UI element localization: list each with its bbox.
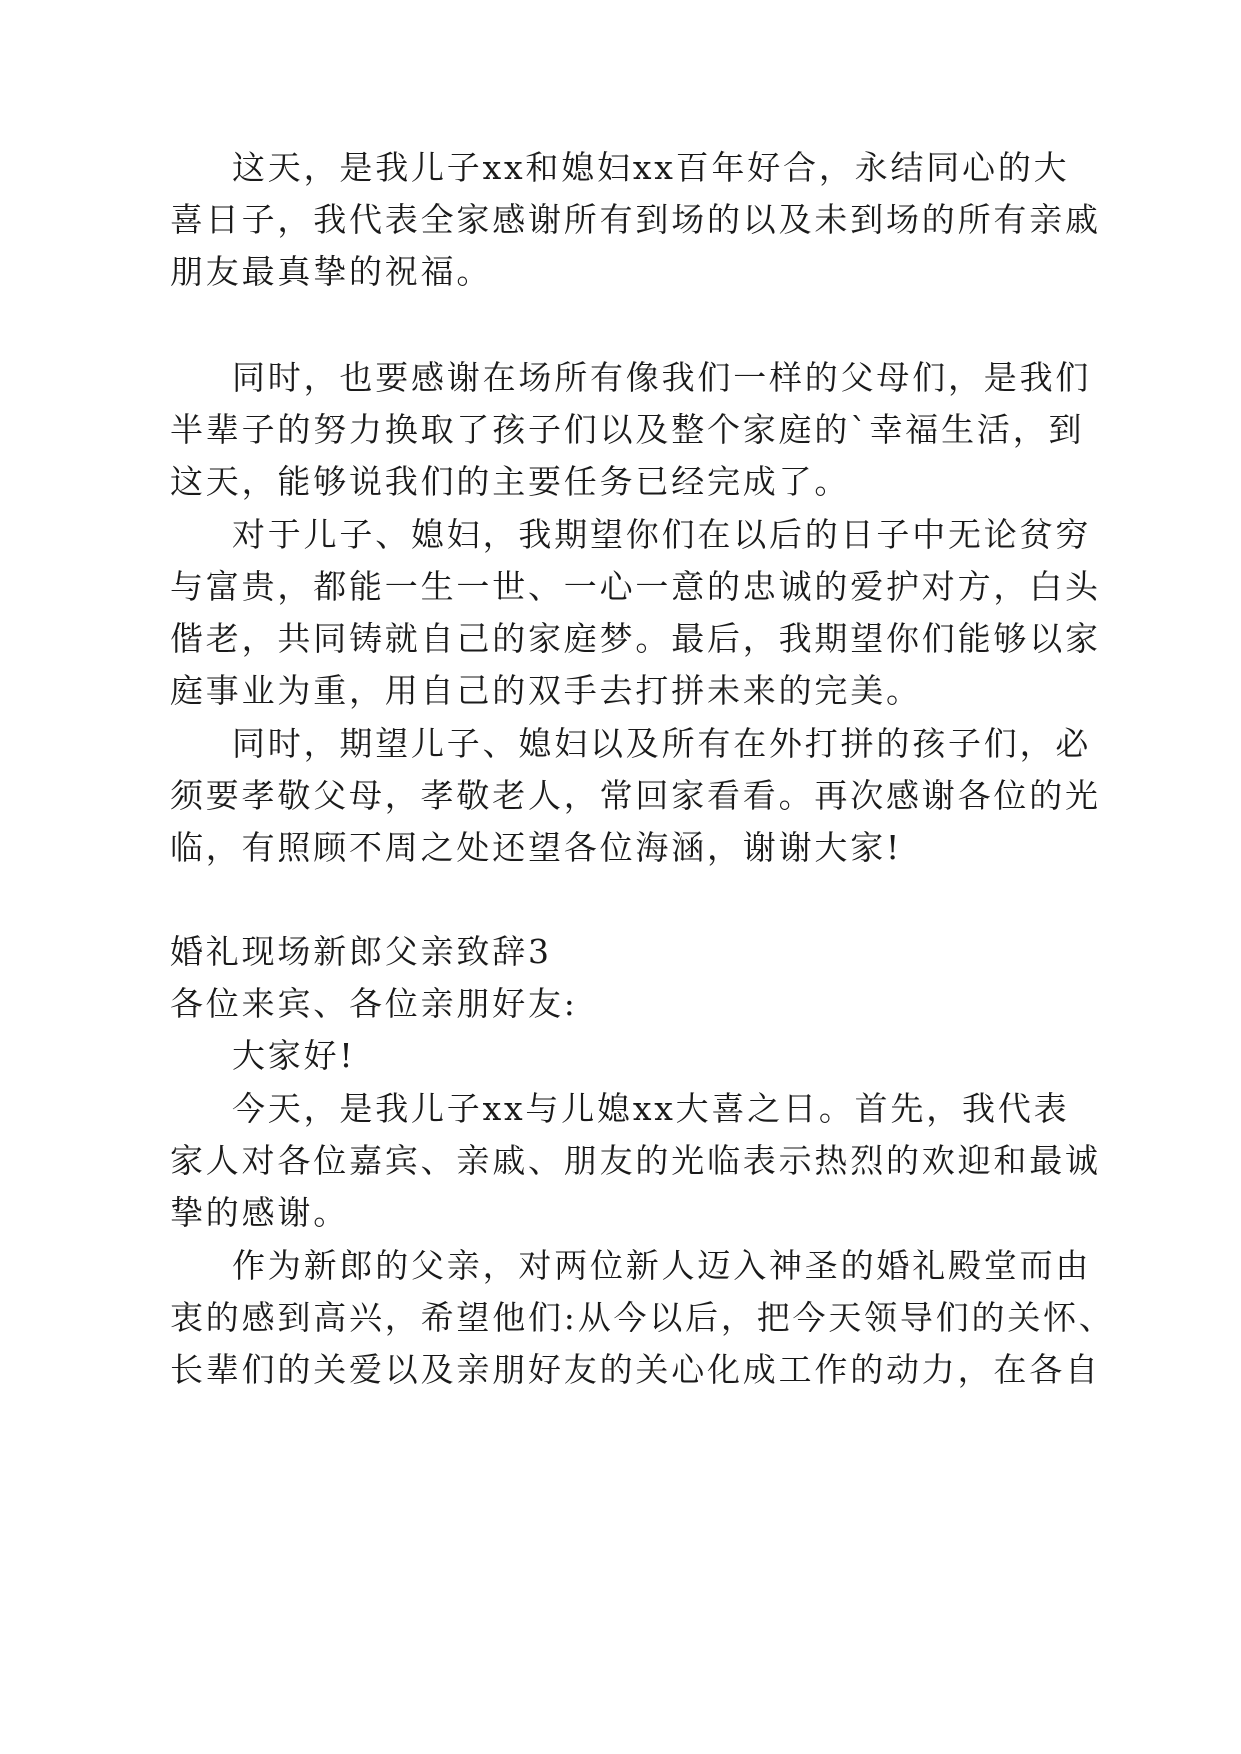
paragraph-line: 同时，也要感谢在场所有像我们一样的父母们，是我们 — [232, 358, 1092, 397]
paragraph-line: 同时，期望儿子、媳妇以及所有在外打拼的孩子们，必 — [232, 724, 1092, 763]
paragraph-line: 庭事业为重，用自己的双手去打拼未来的完美。 — [170, 671, 922, 710]
paragraph-line: 喜日子，我代表全家感谢所有到场的以及未到场的所有亲戚 — [170, 200, 1101, 239]
paragraph-line: 这天，是我儿子xx和媳妇xx百年好合，永结同心的大 — [232, 148, 1070, 187]
salutation: 各位来宾、各位亲朋好友: — [170, 984, 578, 1023]
paragraph-line: 对于儿子、媳妇，我期望你们在以后的日子中无论贫穷 — [232, 515, 1092, 554]
paragraph-line: 临，有照顾不周之处还望各位海涵，谢谢大家! — [170, 828, 903, 867]
paragraph-line: 今天，是我儿子xx与儿媳xx大喜之日。首先，我代表 — [232, 1089, 1070, 1128]
greeting: 大家好! — [232, 1036, 356, 1075]
paragraph-line: 与富贵，都能一生一世、一心一意的忠诚的爱护对方，白头 — [170, 567, 1101, 606]
paragraph-line: 作为新郎的父亲，对两位新人迈入神圣的婚礼殿堂而由 — [232, 1246, 1092, 1285]
paragraph-line: 衷的感到高兴，希望他们:从今以后，把今天领导们的关怀、 — [170, 1298, 1115, 1337]
paragraph-line: 长辈们的关爱以及亲朋好友的关心化成工作的动力，在各自 — [170, 1350, 1101, 1389]
paragraph-line: 挚的感谢。 — [170, 1193, 349, 1232]
paragraph-line: 须要孝敬父母，孝敬老人，常回家看看。再次感谢各位的光 — [170, 776, 1101, 815]
paragraph-line: 家人对各位嘉宾、亲戚、朋友的光临表示热烈的欢迎和最诚 — [170, 1141, 1101, 1180]
paragraph-line: 这天，能够说我们的主要任务已经完成了。 — [170, 462, 851, 501]
section-heading: 婚礼现场新郎父亲致辞3 — [170, 932, 552, 971]
paragraph-line: 半辈子的努力换取了孩子们以及整个家庭的`幸福生活，到 — [170, 410, 1085, 449]
paragraph-line: 偕老，共同铸就自己的家庭梦。最后，我期望你们能够以家 — [170, 619, 1101, 658]
paragraph-line: 朋友最真挚的祝福。 — [170, 252, 493, 291]
